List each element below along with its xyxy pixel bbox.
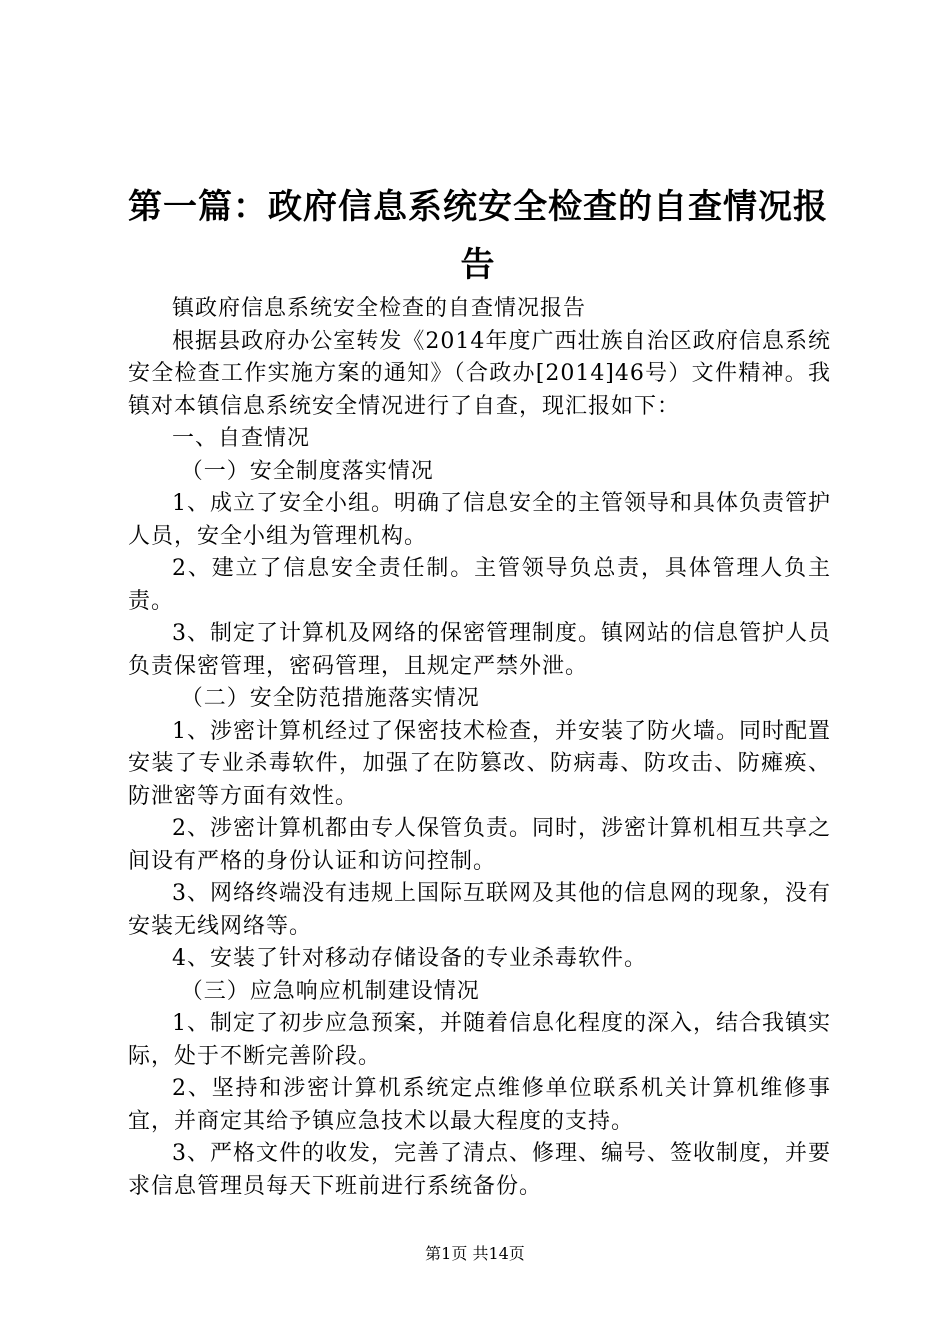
paragraph: 2、建立了信息安全责任制。主管领导负总责，具体管理人负主责。 — [128, 556, 831, 614]
paragraph: 3、严格文件的收发，完善了清点、修理、编号、签收制度，并要求信息管理员每天下班前进行系统备份。 — [128, 1141, 831, 1199]
paragraph: 根据县政府办公室转发《2014年度广西壮族自治区政府信息系统安全检查工作实施方案的通知》（合政办[2014]46号）文件精神。我镇对本镇信息系统安全情况进行了自查，现汇报如下： — [128, 328, 831, 419]
paragraph: 1、成立了安全小组。明确了信息安全的主管领导和具体负责管护人员，安全小组为管理机构。 — [128, 491, 831, 549]
paragraph: 3、制定了计算机及网络的保密管理制度。镇网站的信息管护人员负责保密管理，密码管理，且规定严禁外泄。 — [128, 621, 831, 679]
document-title: 第一篇：政府信息系统安全检查的自查情况报告 — [128, 187, 828, 285]
subsection-heading: （三）应急响应机制建设情况 — [180, 978, 480, 1004]
page-footer: 第1页 共14页 — [425, 1244, 525, 1263]
subsection-heading: （二）安全防范措施落实情况 — [180, 686, 480, 711]
paragraph: 3、网络终端没有违规上国际互联网及其他的信息网的现象，没有安装无线网络等。 — [128, 881, 831, 939]
paragraph: 1、制定了初步应急预案，并随着信息化程度的深入，结合我镇实际，处于不断完善阶段。 — [128, 1011, 831, 1069]
paragraph: 镇政府信息系统安全检查的自查情况报告 — [172, 296, 587, 321]
section-heading: 一、自查情况 — [172, 426, 311, 451]
subsection-heading: （一）安全制度落实情况 — [180, 458, 434, 484]
document-body — [128, 293, 831, 1203]
paragraph: 4、安装了针对移动存储设备的专业杀毒软件。 — [172, 946, 647, 971]
paragraph: 2、坚持和涉密计算机系统定点维修单位联系机关计算机维修事宜，并商定其给予镇应急技术以最大程度的支持。 — [128, 1076, 831, 1134]
paragraph: 1、涉密计算机经过了保密技术检查，并安装了防火墙。同时配置安装了专业杀毒软件，加强了在防篡改、防病毒、防攻击、防瘫痪、防泄密等方面有效性。 — [128, 718, 831, 809]
paragraph: 2、涉密计算机都由专人保管负责。同时，涉密计算机相互共享之间设有严格的身份认证和访问控制。 — [128, 816, 831, 874]
